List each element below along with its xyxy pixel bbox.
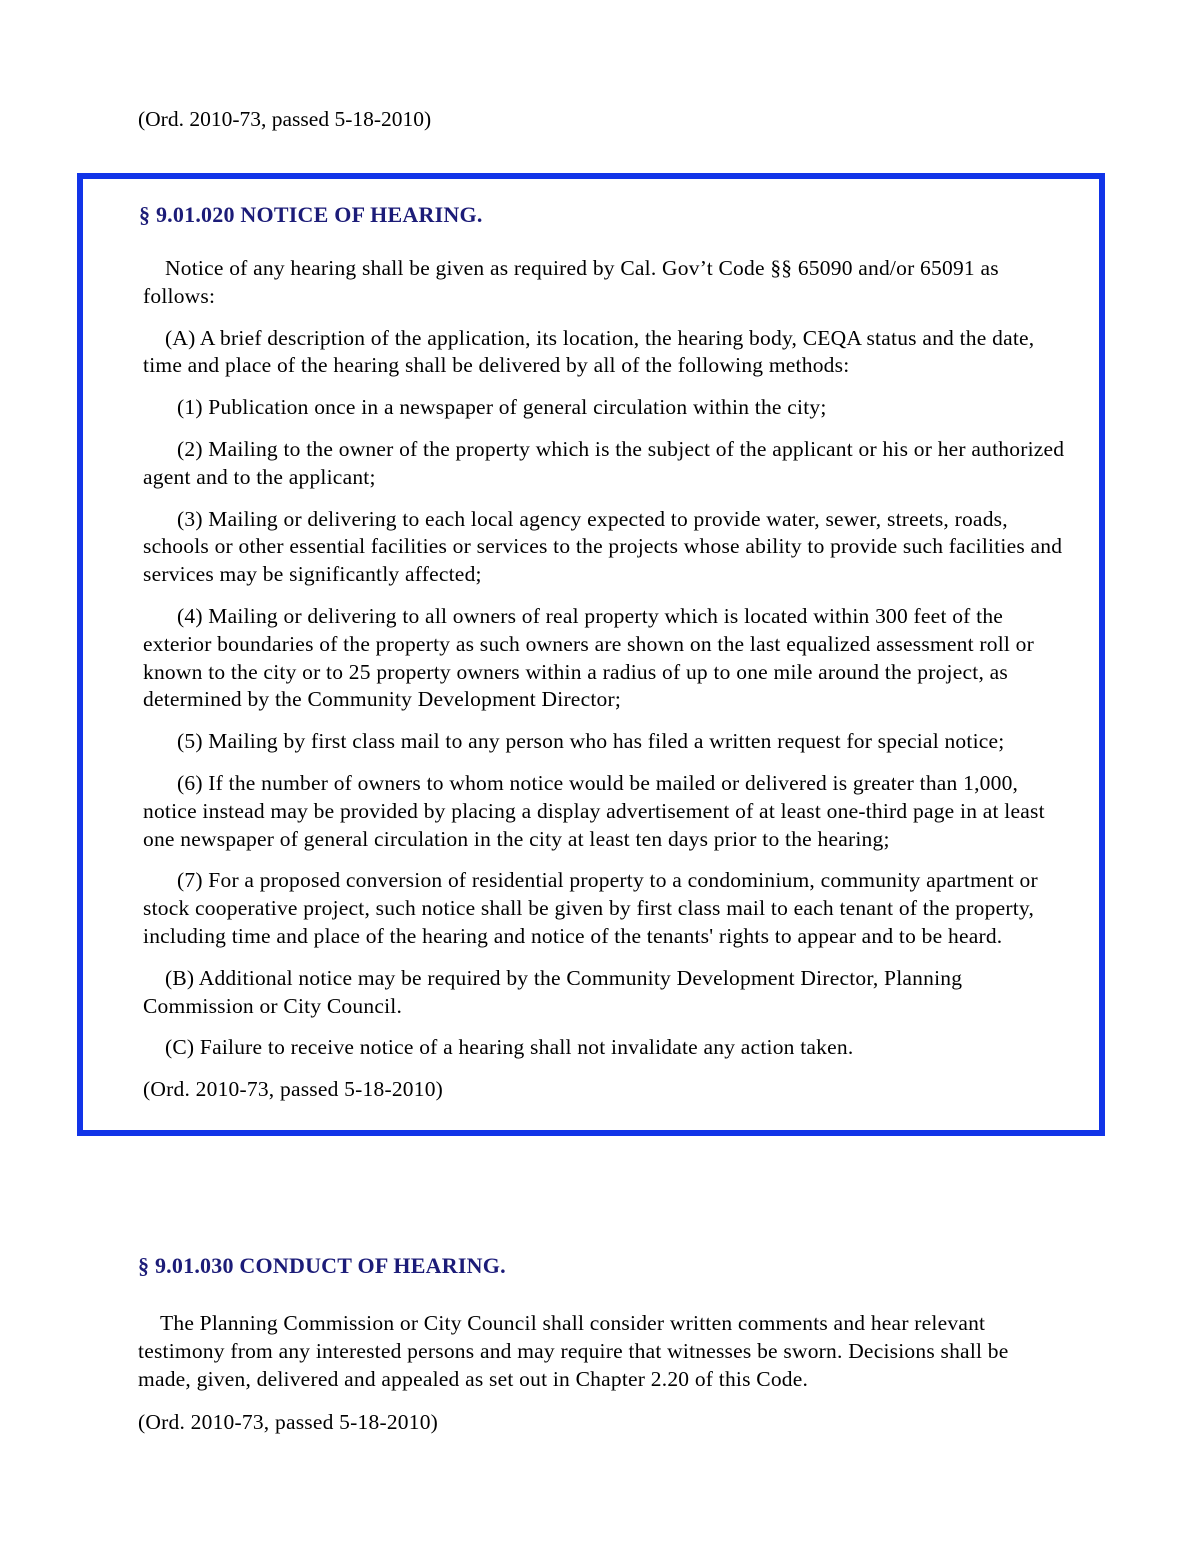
list-item-7: (7) For a proposed conversion of residential property to a condominium, community apartment or stock cooperative project, such notice shall be given by first class mail to each tenant of the property, including time and place of the hearing and notice of the tenants' rights to appear and to be heard. — [143, 868, 1038, 948]
list-item-4: (4) Mailing or delivering to all owners of real property which is located within 300 feet of the exterior boundaries of the property as such owners are shown on the last equalized assessment roll or known to the city or to 25 property owners within a radius of up to one mile around the project, as determined by the Community Development Director; — [143, 603, 1035, 712]
notice-of-hearing-section — [77, 173, 1105, 1136]
intro-paragraph: Notice of any hearing shall be given as required by Cal. Gov’t Code §§ 65090 and/or 65091 as follows: — [143, 256, 999, 308]
list-item-6: (6) If the number of owners to whom notice would be mailed or delivered is greater than 1,000, notice instead may be provided by placing a display advertisement of at least one-third page in at least one newspaper of general circulation in the city at least ten days prior to the hearing; — [143, 770, 1045, 851]
section-heading-conduct-of-hearing: § 9.01.030 CONDUCT OF HEARING. — [138, 1253, 506, 1278]
conduct-of-hearing-section — [138, 1252, 1063, 1451]
list-item-5: (5) Mailing by first class mail to any person who has filed a written request for special notice; — [177, 729, 1005, 754]
notice-of-hearing-body — [139, 255, 1073, 1104]
section-heading-notice-of-hearing: § 9.01.020 NOTICE OF HEARING. — [139, 202, 483, 227]
list-item-2: (2) Mailing to the owner of the property which is the subject of the applicant or his or her authorized agent and to the applicant; — [143, 436, 1065, 489]
subsection-c: (C) Failure to receive notice of a hearing shall not invalidate any action taken. — [165, 1035, 854, 1060]
subsection-b: (B) Additional notice may be required by the Community Development Director, Planning Commission or City Council. — [143, 965, 963, 1018]
conduct-section-citation: (Ord. 2010-73, passed 5-18-2010) — [138, 1410, 439, 1435]
subsection-a: (A) A brief description of the application, its location, the hearing body, CEQA status and the date, time and place of the hearing shall be delivered by all of the following methods: — [143, 325, 1035, 378]
conduct-body-paragraph: The Planning Commission or City Council shall consider written comments and hear relevant testimony from any interested persons and may require that witnesses be sworn. Decisions shall be made, given, delivered and appealed as set out in Chapter 2.20 of this Code. — [138, 1311, 1009, 1391]
notice-section-citation: (Ord. 2010-73, passed 5-18-2010) — [143, 1077, 444, 1102]
top-ordinance-citation: (Ord. 2010-73, passed 5-18-2010) — [138, 107, 432, 131]
list-item-1: (1) Publication once in a newspaper of general circulation within the city; — [177, 395, 827, 420]
list-item-3: (3) Mailing or delivering to each local agency expected to provide water, sewer, streets, roads, schools or other essential facilities or services to the projects whose ability to provide such facilities and services may be significantly affected; — [143, 506, 1063, 587]
